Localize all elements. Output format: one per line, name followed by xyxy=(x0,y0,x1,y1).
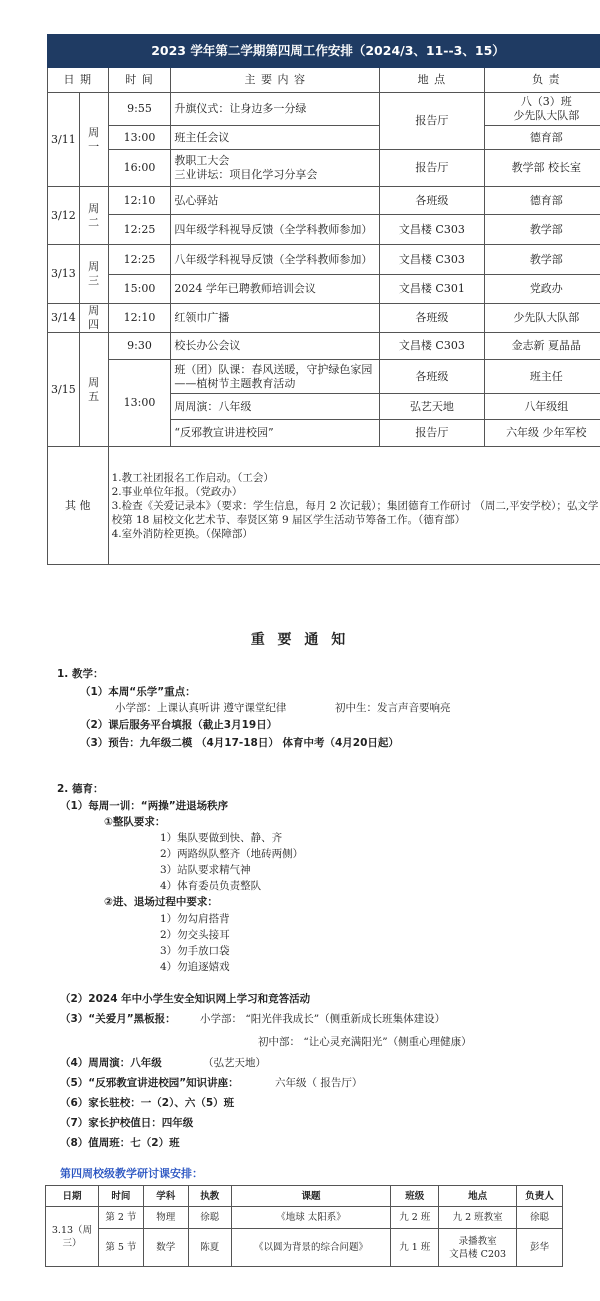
time-cell: 13:00 xyxy=(108,360,171,447)
owner-cell: 八（3）班 少先队大队部 xyxy=(484,93,600,126)
owner-cell: 教学部 xyxy=(484,215,600,245)
research-time: 第 5 节 xyxy=(98,1229,143,1267)
place-cell: 报告厅 xyxy=(380,93,484,150)
table-row xyxy=(48,245,600,275)
content-cell: 升旗仪式：让身边多一分绿 xyxy=(171,93,380,126)
schedule-title: 2023 学年第二学期第四周工作安排（2024/3、11--3、15） xyxy=(48,35,600,68)
other-item: 4.室外消防栓更换。（保障部） xyxy=(111,527,253,540)
time-cell: 12:10 xyxy=(108,304,171,333)
other-item: 2.事业单位年报。（党政办） xyxy=(111,485,243,498)
table-row xyxy=(48,215,600,245)
content-cell: 弘心驿站 xyxy=(171,187,380,215)
content-cell: 四年级学科视导反馈（全学科教师参加） xyxy=(171,215,380,245)
moral-sub2-item: 2）勿交头接耳 xyxy=(160,929,230,941)
moral-item-6: （6）家长驻校：一（2）、六（5）班 xyxy=(60,1097,235,1109)
table-row xyxy=(48,275,600,304)
teaching-title: 1. 教学： xyxy=(57,668,104,680)
research-place: 九 2 班教室 xyxy=(439,1207,517,1229)
header-content: 主 要 内 容 xyxy=(171,68,380,93)
weekday-cell: 周四 xyxy=(79,304,108,333)
research-topic: 《地球 太阳系》 xyxy=(231,1207,391,1229)
time-cell: 13:00 xyxy=(108,126,171,150)
other-item: 1.教工社团报名工作启动。（工会） xyxy=(111,471,274,484)
date-cell: 3/14 xyxy=(48,304,80,333)
table-row xyxy=(48,360,600,394)
table-row xyxy=(46,1207,563,1229)
other-item: 3.检查《关爱记录本》（要求：学生信息，每月 2 次记载）；集团德育工作研讨 （周二,平安学校）；弘文学校第 18 届校文化艺术节、奉贤区第 9 届区学生活动节筹备工作。（德育部） xyxy=(111,499,599,526)
place-cell: 报告厅 xyxy=(380,420,484,447)
content-cell: 校长办公会议 xyxy=(171,333,380,360)
time-cell: 9:30 xyxy=(108,333,171,360)
weekday-cell: 周一 xyxy=(79,93,108,187)
research-table xyxy=(45,1185,563,1267)
research-teacher: 陈夏 xyxy=(188,1229,231,1267)
teaching-item-2: （2）课后服务平台填报（截止3月19日） xyxy=(80,719,278,731)
teaching-item-3: （3）预告：九年级二模 （4月17-18日） 体育中考（4月20日起） xyxy=(80,737,399,749)
moral-item-8: （8）值周班：七（2）班 xyxy=(60,1137,180,1149)
table-row xyxy=(48,333,600,360)
table-row xyxy=(46,1229,563,1267)
owner-cell: 班主任 xyxy=(484,360,600,394)
moral-sub1-item: 3）站队要求精气神 xyxy=(160,864,251,876)
header-date: 日 期 xyxy=(48,68,109,93)
place-cell: 文昌楼 C303 xyxy=(380,333,484,360)
research-header: 时间 xyxy=(98,1186,143,1207)
research-class: 九 1 班 xyxy=(391,1229,439,1267)
teaching-middle: 初中生：发言声音要响亮 xyxy=(335,702,451,714)
header-owner: 负 责 xyxy=(484,68,600,93)
research-date: 3.13（周三） xyxy=(46,1207,99,1267)
date-cell: 3/13 xyxy=(48,245,80,304)
research-header: 负责人 xyxy=(517,1186,563,1207)
moral-sub-1: ①整队要求： xyxy=(104,816,166,828)
moral-item-4: （4）周周演：八年级 xyxy=(60,1057,162,1069)
moral-sub2-item: 4）勿追逐嬉戏 xyxy=(160,961,230,973)
moral-sub-2: ②进、退场过程中要求： xyxy=(104,896,218,908)
other-label: 其 他 xyxy=(48,447,109,565)
moral-sub2-item: 3）勿手放口袋 xyxy=(160,945,230,957)
moral-item3-primary: 小学部： “阳光伴我成长”（侧重新成长班集体建设） xyxy=(200,1013,446,1025)
time-cell: 12:10 xyxy=(108,187,171,215)
time-cell: 16:00 xyxy=(108,150,171,187)
research-class: 九 2 班 xyxy=(391,1207,439,1229)
weekday-cell: 周二 xyxy=(79,187,108,245)
content-cell: 班主任会议 xyxy=(171,126,380,150)
schedule-title-row xyxy=(48,35,600,68)
research-header: 课题 xyxy=(231,1186,391,1207)
moral-item5-grade: 六年级（ 报告厅） xyxy=(275,1077,363,1089)
owner-cell: 金志新 夏晶晶 xyxy=(484,333,600,360)
schedule-header-row xyxy=(48,68,600,93)
research-subject: 物理 xyxy=(143,1207,188,1229)
owner-cell: 八年级组 xyxy=(484,394,600,420)
owner-cell: 党政办 xyxy=(484,275,600,304)
research-place: 录播教室 文昌楼 C203 xyxy=(439,1229,517,1267)
time-cell: 12:25 xyxy=(108,215,171,245)
table-row xyxy=(48,187,600,215)
header-place: 地 点 xyxy=(380,68,484,93)
moral-item-7: （7）家长护校值日：四年级 xyxy=(60,1117,194,1129)
moral-item3-middle: 初中部： “让心灵充满阳光”（侧重心理健康） xyxy=(258,1036,472,1048)
other-row xyxy=(48,447,600,565)
research-owner: 徐聪 xyxy=(517,1207,563,1229)
other-items xyxy=(108,447,600,565)
table-row xyxy=(48,126,600,150)
weekly-schedule-table xyxy=(47,34,600,565)
research-header: 班级 xyxy=(391,1186,439,1207)
time-cell: 12:25 xyxy=(108,245,171,275)
research-time: 第 2 节 xyxy=(98,1207,143,1229)
moral-item-3: （3）“关爱月”黑板报： xyxy=(60,1013,176,1025)
moral-title: 2. 德育： xyxy=(57,783,104,795)
date-cell: 3/12 xyxy=(48,187,80,245)
table-row xyxy=(48,304,600,333)
owner-cell: 少先队大队部 xyxy=(484,304,600,333)
place-cell: 弘艺天地 xyxy=(380,394,484,420)
content-cell: 2024 学年已聘教师培训会议 xyxy=(171,275,380,304)
header-time: 时 间 xyxy=(108,68,171,93)
time-cell: 9:55 xyxy=(108,93,171,126)
moral-sub1-item: 4）体育委员负责整队 xyxy=(160,880,262,892)
owner-cell: 六年级 少年军校 xyxy=(484,420,600,447)
date-cell: 3/15 xyxy=(48,333,80,447)
place-cell: 文昌楼 C303 xyxy=(380,245,484,275)
place-cell: 文昌楼 C303 xyxy=(380,215,484,245)
moral-item4-place: （弘艺天地） xyxy=(203,1057,266,1069)
moral-item-2: （2）2024 年中小学生安全知识网上学习和竞答活动 xyxy=(60,993,311,1005)
research-header: 日期 xyxy=(46,1186,99,1207)
date-cell: 3/11 xyxy=(48,93,80,187)
notice-heading: 重 要 通 知 xyxy=(250,632,350,648)
moral-sub1-item: 1）集队要做到快、静、齐 xyxy=(160,832,283,844)
moral-sub2-item: 1）勿勾肩搭背 xyxy=(160,913,230,925)
owner-cell: 教学部 xyxy=(484,245,600,275)
owner-cell: 德育部 xyxy=(484,187,600,215)
research-teacher: 徐聪 xyxy=(188,1207,231,1229)
content-cell: “反邪教宣讲进校园” xyxy=(171,420,380,447)
research-header: 学科 xyxy=(143,1186,188,1207)
content-cell: 红领巾广播 xyxy=(171,304,380,333)
owner-cell: 德育部 xyxy=(484,126,600,150)
teaching-primary: 小学部：上课认真听讲 遵守课堂纪律 xyxy=(115,702,287,714)
research-subject: 数学 xyxy=(143,1229,188,1267)
place-cell: 报告厅 xyxy=(380,150,484,187)
table-row xyxy=(48,150,600,187)
content-cell: 八年级学科视导反馈（全学科教师参加） xyxy=(171,245,380,275)
moral-item-1: （1）每周一训：“两操”进退场秩序 xyxy=(60,800,229,812)
place-cell: 各班级 xyxy=(380,187,484,215)
research-title: 第四周校级教学研讨课安排： xyxy=(60,1167,203,1180)
table-row xyxy=(48,93,600,126)
research-header: 地点 xyxy=(439,1186,517,1207)
owner-cell: 教学部 校长室 xyxy=(484,150,600,187)
content-cell: 周周演：八年级 xyxy=(171,394,380,420)
moral-sub1-item: 2）两路纵队整齐（地砖两侧） xyxy=(160,848,304,860)
place-cell: 各班级 xyxy=(380,304,484,333)
place-cell: 各班级 xyxy=(380,360,484,394)
research-header: 执教 xyxy=(188,1186,231,1207)
place-cell: 文昌楼 C301 xyxy=(380,275,484,304)
teaching-item-1: （1）本周“乐学”重点： xyxy=(80,686,196,698)
weekday-cell: 周三 xyxy=(79,245,108,304)
time-cell: 15:00 xyxy=(108,275,171,304)
moral-item-5: （5）“反邪教宣讲进校园”知识讲座： xyxy=(60,1077,239,1089)
weekday-cell: 周五 xyxy=(79,333,108,447)
content-cell: 教职工大会 三业讲坛：项目化学习分享会 xyxy=(171,150,380,187)
research-owner: 彭华 xyxy=(517,1229,563,1267)
research-topic: 《以圆为背景的综合问题》 xyxy=(231,1229,391,1267)
content-cell: 班（团）队课：春风送暖，守护绿色家园——植树节主题教育活动 xyxy=(171,360,380,394)
research-header-row xyxy=(46,1186,563,1207)
